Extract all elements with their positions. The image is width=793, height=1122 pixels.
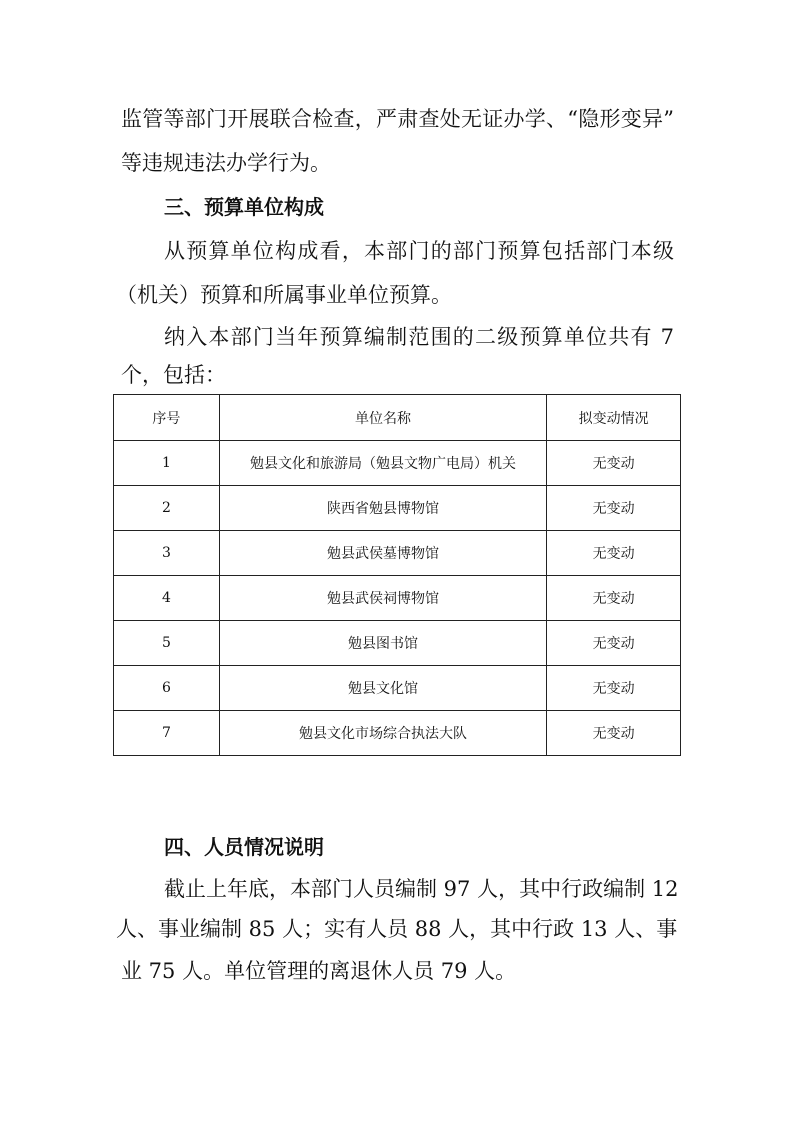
cell-status: 无变动 bbox=[547, 441, 681, 486]
cell-name: 陕西省勉县博物馆 bbox=[219, 486, 546, 531]
column-header-no: 序号 bbox=[114, 395, 220, 441]
table-row bbox=[114, 486, 681, 531]
cell-no: 3 bbox=[114, 531, 220, 576]
table-row bbox=[114, 711, 681, 756]
cell-status: 无变动 bbox=[547, 531, 681, 576]
table-row bbox=[114, 621, 681, 666]
cell-name: 勉县图书馆 bbox=[219, 621, 546, 666]
column-header-name: 单位名称 bbox=[219, 395, 546, 441]
paragraph-line: 纳入本部门当年预算编制范围的二级预算单位共有 7 bbox=[164, 325, 674, 349]
cell-status: 无变动 bbox=[547, 576, 681, 621]
section-heading: 三、预算单位构成 bbox=[164, 195, 324, 219]
paragraph-line: 人、事业编制 85 人；实有人员 88 人，其中行政 13 人、事 bbox=[116, 917, 678, 941]
cell-no: 2 bbox=[114, 486, 220, 531]
cell-name: 勉县武侯祠博物馆 bbox=[219, 576, 546, 621]
cell-name: 勉县武侯墓博物馆 bbox=[219, 531, 546, 576]
paragraph-line: 业 75 人。单位管理的离退休人员 79 人。 bbox=[121, 959, 517, 983]
paragraph-line: （机关）预算和所属事业单位预算。 bbox=[116, 283, 452, 307]
cell-status: 无变动 bbox=[547, 621, 681, 666]
table-row bbox=[114, 531, 681, 576]
section-heading: 四、人员情况说明 bbox=[164, 835, 324, 859]
table-header-row bbox=[114, 395, 681, 441]
paragraph-line: 等违规违法办学行为。 bbox=[121, 151, 331, 175]
paragraph-line: 截止上年底，本部门人员编制 97 人，其中行政编制 12 bbox=[164, 877, 679, 901]
table-row bbox=[114, 576, 681, 621]
column-header-status: 拟变动情况 bbox=[547, 395, 681, 441]
cell-status: 无变动 bbox=[547, 486, 681, 531]
cell-name: 勉县文化和旅游局（勉县文物广电局）机关 bbox=[219, 441, 546, 486]
cell-status: 无变动 bbox=[547, 711, 681, 756]
paragraph-line: 监管等部门开展联合检查，严肃查处无证办学、“隐形变异” bbox=[121, 107, 674, 131]
paragraph-line: 个，包括： bbox=[121, 363, 226, 387]
cell-no: 4 bbox=[114, 576, 220, 621]
cell-no: 5 bbox=[114, 621, 220, 666]
cell-no: 6 bbox=[114, 666, 220, 711]
cell-no: 1 bbox=[114, 441, 220, 486]
paragraph-line: 从预算单位构成看，本部门的部门预算包括部门本级 bbox=[164, 239, 674, 263]
table-row bbox=[114, 666, 681, 711]
table-row bbox=[114, 441, 681, 486]
cell-name: 勉县文化馆 bbox=[219, 666, 546, 711]
cell-no: 7 bbox=[114, 711, 220, 756]
cell-name: 勉县文化市场综合执法大队 bbox=[219, 711, 546, 756]
cell-status: 无变动 bbox=[547, 666, 681, 711]
budget-units-table bbox=[113, 394, 681, 756]
